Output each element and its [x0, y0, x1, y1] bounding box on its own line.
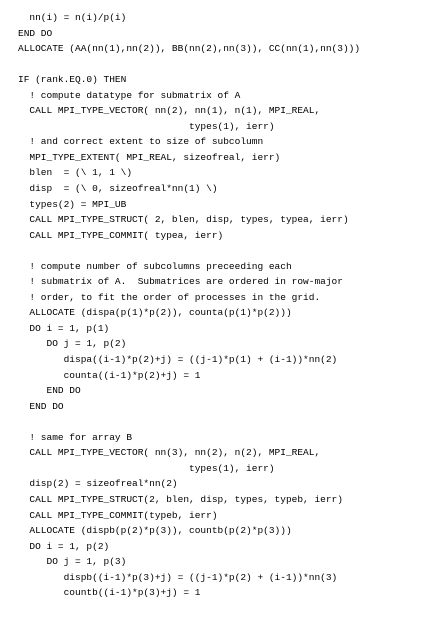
- code-line: ! and correct extent to size of subcolumn: [18, 136, 264, 148]
- code-line: countb((i-1)*p(3)+j) = 1: [18, 587, 201, 599]
- code-line: ! compute datatype for submatrix of A: [18, 89, 241, 101]
- code-line: CALL MPI_TYPE_VECTOR( nn(2), nn(1), n(1), MPI_REAL,: [18, 105, 321, 117]
- code-line: CALL MPI_TYPE_STRUCT(2, blen, disp, types, typeb, ierr): [18, 493, 343, 505]
- code-line: ! submatrix of A. Submatrices are ordered in row-major: [18, 276, 343, 288]
- code-line: ALLOCATE (dispb(p(2)*p(3)), countb(p(2)*p(3))): [18, 525, 292, 537]
- code-line: MPI_TYPE_EXTENT( MPI_REAL, sizeofreal, ierr): [18, 151, 281, 163]
- code-line: dispa((i-1)*p(2)+j) = ((j-1)*p(1) + (i-1))*nn(2): [18, 354, 338, 366]
- code-line: ALLOCATE (dispa(p(1)*p(2)), counta(p(1)*p(2))): [18, 307, 292, 319]
- code-line: CALL MPI_TYPE_COMMIT( typea, ierr): [18, 229, 224, 241]
- code-line: types(1), ierr): [18, 120, 275, 132]
- code-line: types(2) = MPI_UB: [18, 198, 127, 210]
- code-line: counta((i-1)*p(2)+j) = 1: [18, 369, 201, 381]
- code-line: [0, 414, 423, 430]
- code-line: ! compute number of subcolumns preceeding each: [18, 260, 292, 272]
- code-line: CALL MPI_TYPE_VECTOR( nn(3), nn(2), n(2), MPI_REAL,: [18, 447, 321, 459]
- code-line: END DO: [18, 385, 81, 397]
- code-line: DO j = 1, p(2): [18, 338, 127, 350]
- code-line: [0, 57, 423, 73]
- code-line: dispb((i-1)*p(3)+j) = ((j-1)*p(2) + (i-1))*nn(3): [18, 571, 338, 583]
- code-listing: [0, 10, 423, 601]
- code-line: types(1), ierr): [18, 462, 275, 474]
- code-line: [0, 243, 423, 259]
- code-line: disp(2) = sizeofreal*nn(2): [18, 478, 178, 490]
- code-line: disp = (\ 0, sizeofreal*nn(1) \): [18, 183, 218, 195]
- code-line: ALLOCATE (AA(nn(1),nn(2)), BB(nn(2),nn(3)), CC(nn(1),nn(3))): [18, 43, 361, 55]
- code-line: nn(i) = n(i)/p(i): [18, 12, 127, 23]
- code-line: IF (rank.EQ.0) THEN: [18, 74, 127, 86]
- code-line: DO i = 1, p(1): [18, 322, 110, 334]
- code-line: DO j = 1, p(3): [18, 556, 127, 568]
- code-line: END DO: [18, 27, 53, 39]
- code-line: CALL MPI_TYPE_STRUCT( 2, blen, disp, types, typea, ierr): [18, 214, 349, 226]
- code-line: END DO: [18, 400, 64, 412]
- code-line: ! order, to fit the order of processes in the grid.: [18, 291, 321, 303]
- code-line: ! same for array B: [18, 431, 133, 443]
- code-line: CALL MPI_TYPE_COMMIT(typeb, ierr): [18, 509, 218, 521]
- code-line: blen = (\ 1, 1 \): [18, 167, 133, 179]
- code-line: DO i = 1, p(2): [18, 540, 110, 552]
